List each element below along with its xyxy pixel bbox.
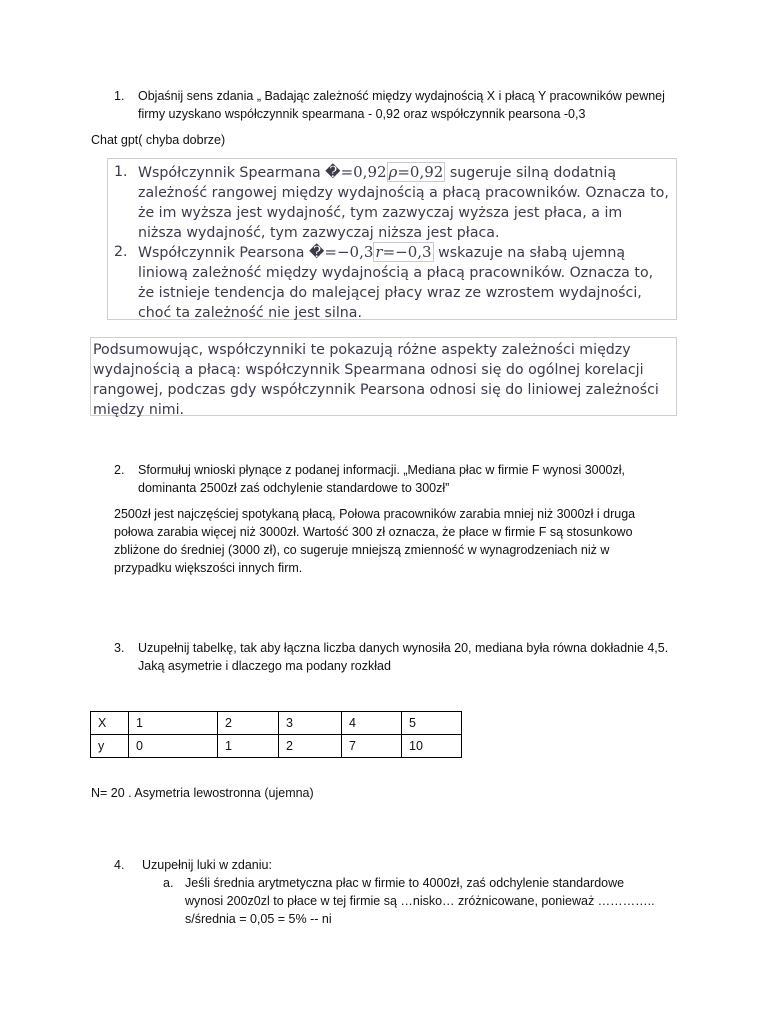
q4-number: 4.	[114, 858, 125, 872]
q1-note: Chat gpt( chyba dobrze)	[91, 133, 226, 147]
table-cell: 10	[402, 735, 462, 758]
answer-1-math-symbol: ρ	[388, 163, 398, 181]
answer-1-math-plain: =0,92	[340, 163, 387, 181]
q2-question: Sformułuj wnioski płynące z podanej informacji. „Mediana płac w firmie F wynosi 3000zł, dominanta 2500zł zaś odchylenie standardowe to 300zł”	[138, 463, 626, 495]
q2-number: 2.	[114, 463, 125, 477]
answer-1-glyph: �	[325, 163, 341, 181]
table-cell: 4	[342, 712, 402, 735]
answer-2-text	[138, 242, 670, 323]
table-cell: 7	[342, 735, 402, 758]
table-cell: 0	[129, 735, 218, 758]
answer-2-glyph: �	[309, 243, 325, 261]
table-cell: y	[91, 735, 129, 758]
table-row	[91, 735, 462, 758]
answer-1-body: sugeruje silną dodatnią zależność rangowej między wydajnością a płacą pracowników. Oznacza to, że im wyższa jest wydajność, tym zazwyczaj wyższa jest płaca, a im niższa wydajność, tym zazwyczaj niższa jest płaca.	[138, 165, 669, 241]
answer-2-math-plain: =−0,3	[324, 243, 374, 261]
answer-2-prefix: Współczynnik Pearsona	[138, 245, 310, 261]
answer-2-math-value: =−0,3	[382, 243, 432, 261]
q4-question: Uzupełnij luki w zdaniu:	[142, 858, 272, 872]
q1-question: Objaśnij sens zdania „ Badając zależność między wydajnością X i płacą Y pracowników pewnej firmy uzyskano współczynnik spearmana - 0,92 oraz współczynnik pearsona -0,3	[138, 89, 665, 121]
table-cell: 2	[218, 712, 279, 735]
table-cell: 2	[279, 735, 342, 758]
table-cell: 5	[402, 712, 462, 735]
table-cell: 3	[279, 712, 342, 735]
table-cell: 1	[218, 735, 279, 758]
table-cell: X	[91, 712, 129, 735]
q2-answer: 2500zł jest najczęściej spotykaną płacą, Połowa pracowników zarabia mniej niż 3000zł i druga połowa zarabia więcej niż 3000zł. Wartość 300 zł oznacza, że płace w firmie F są stosunkowo zbliżone do średniej (3000 zł), co sugeruje mniejszą zmienność w wynagrodzeniach niż w przypadku większości innych firm.	[114, 507, 636, 575]
answer-2-math-boxed	[373, 242, 433, 262]
table-row	[91, 712, 462, 735]
q1-answer-box	[107, 158, 677, 320]
data-table	[90, 711, 462, 758]
table-cell: 1	[129, 712, 218, 735]
q3-number: 3.	[114, 641, 125, 655]
answer-1-prefix: Współczynnik Spearmana	[138, 165, 326, 181]
q4-sub-letter: a.	[163, 876, 174, 890]
answer-2-body: wskazuje na słabą ujemną liniową zależność między wydajnością a płacą pracowników. Oznacza to, że istnieje tendencja do malejącej płacy wraz ze wzrostem wydajności, choć ta zależność nie jest silna.	[138, 245, 654, 321]
answer-1-math-value: =0,92	[397, 163, 444, 181]
answer-1-number: 1.	[114, 164, 128, 180]
q4-sub-text: Jeśli średnia arytmetyczna płac w firmie to 4000zł, zaś odchylenie standardowe wynosi 200z0zl to płace w tej firmie są …nisko… zróżnicowane, ponieważ ………….. s/średnia = 0,05 = 5% -- ni	[185, 876, 655, 926]
answer-1-text	[138, 162, 670, 243]
q3-answer: N= 20 . Asymetria lewostronna (ujemna)	[91, 786, 314, 800]
q1-number: 1.	[114, 89, 125, 103]
q1-summary: Podsumowując, współczynniki te pokazują różne aspekty zależności między wydajnością a płacą: współczynnik Spearmana odnosi się do ogólnej korelacji rangowej, podczas gdy współczynnik Pearsona odnosi się do liniowej zależności między nimi.	[90, 337, 677, 416]
answer-2-number: 2.	[114, 244, 128, 260]
answer-2-math-symbol: r	[375, 243, 383, 261]
answer-1-math-boxed	[387, 162, 446, 182]
q3-question: Uzupełnij tabelkę, tak aby łączna liczba danych wynosiła 20, mediana była równa dokładnie 4,5. Jaką asymetrie i dlaczego ma podany rozkład	[138, 641, 669, 673]
